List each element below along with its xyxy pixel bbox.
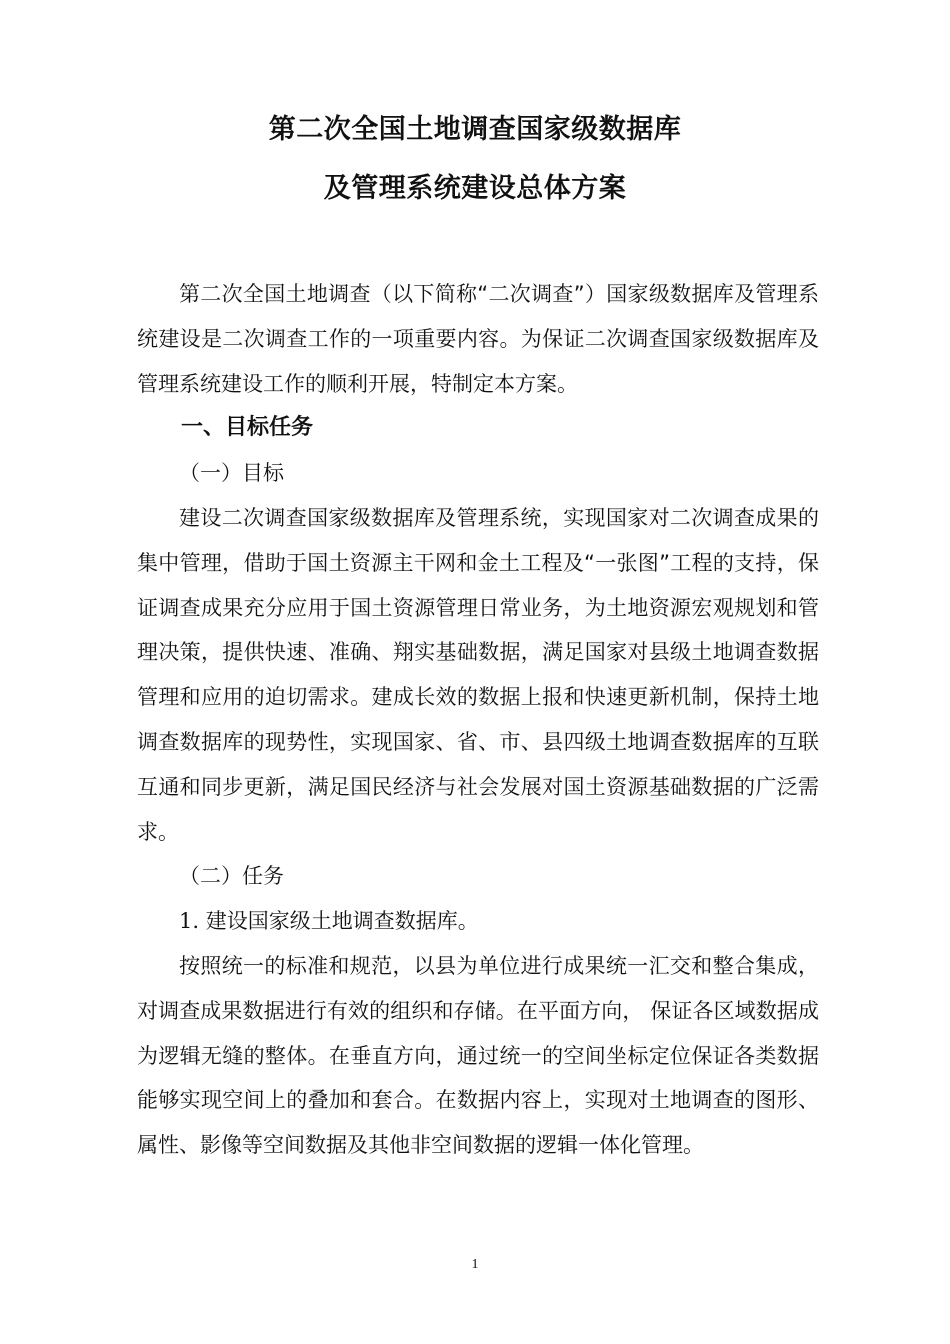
- subsection1-heading: （一）目标: [179, 461, 284, 486]
- section1-heading: 一、目标任务: [181, 415, 314, 441]
- page-number: 1: [471, 1257, 479, 1272]
- document-body: [137, 272, 819, 1168]
- document-title-line2: 及管理系统建设总体方案: [323, 173, 627, 204]
- item1-heading: 1. 建设国家级土地调查数据库。: [179, 909, 479, 934]
- item1-paragraph: 按照统一的标准和规范，以县为单位进行成果统一汇交和整合集成，对调查成果数据进行有效的组织和存储。在平面方向， 保证各区域数据成为逻辑无缝的整体。在垂直方向，通过统一的空间坐标定位保证各类数据能够实现空间上的叠加和套合。在数据内容上，实现对土地调查的图形、属性、影像等空间数据及其他非空间数据的逻辑一体化管理。: [137, 953, 819, 1158]
- subsection1-paragraph: 建设二次调查国家级数据库及管理系统，实现国家对二次调查成果的集中管理，借助于国土资源主干网和金土工程及“一张图”工程的支持，保证调查成果充分应用于国土资源管理日常业务，为土地资源宏观规划和管理决策，提供快速、准确、翔实基础数据，满足国家对县级土地调查数据管理和应用的迫切需求。建成长效的数据上报和快速更新机制，保持土地调查数据库的现势性，实现国家、省、市、县四级土地调查数据库的互联互通和同步更新，满足国民经济与社会发展对国土资源基础数据的广泛需求。: [137, 505, 819, 844]
- subsection2-heading: （二）任务: [179, 864, 284, 889]
- intro-paragraph: 第二次全国土地调查（以下简称“二次调查”）国家级数据库及管理系统建设是二次调查工作的一项重要内容。为保证二次调查国家级数据库及管理系统建设工作的顺利开展，特制定本方案。: [137, 282, 819, 396]
- document-title-line1: 第二次全国土地调查国家级数据库: [268, 114, 682, 145]
